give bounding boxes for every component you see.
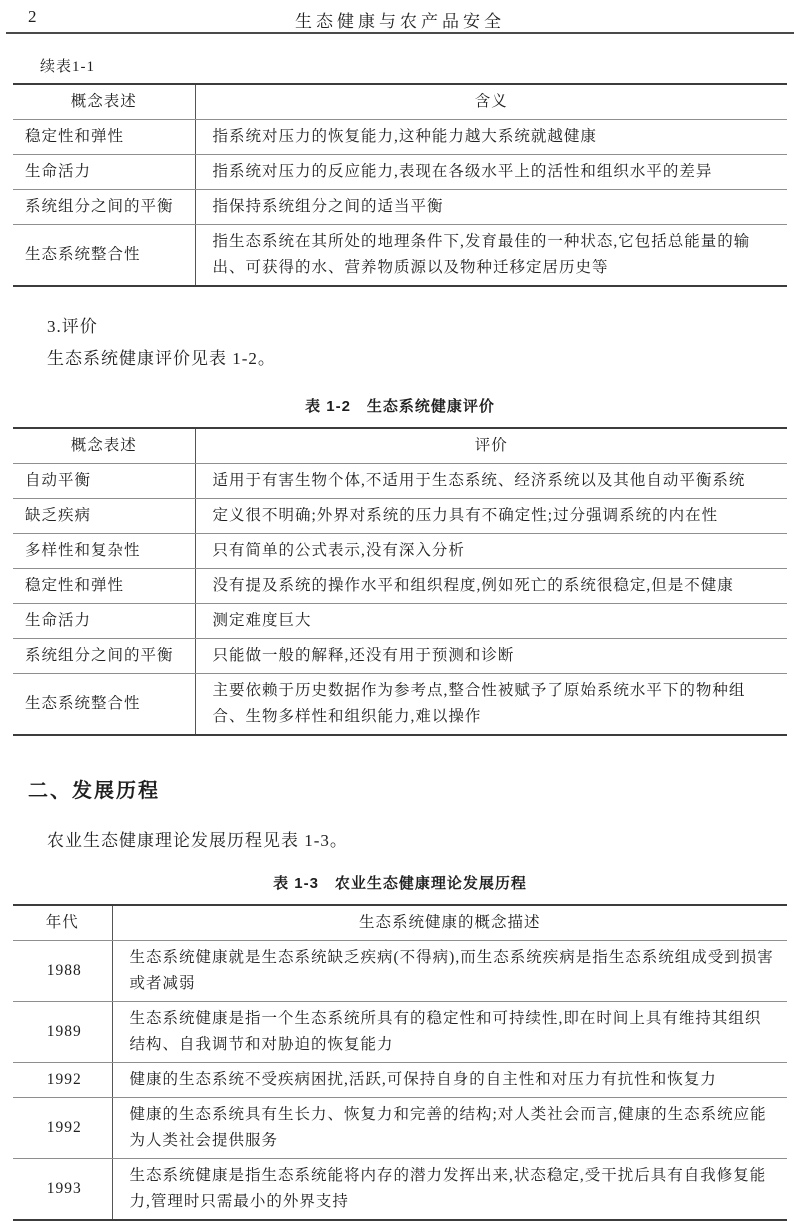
table-header-row — [13, 428, 787, 464]
running-head — [6, 0, 794, 34]
row-value-cell: 指系统对压力的恢复能力,这种能力越大系统就越健康 — [195, 120, 787, 155]
row-label-cell: 生态系统整合性 — [13, 225, 195, 287]
row-label-cell: 多样性和复杂性 — [13, 534, 195, 569]
table-row — [13, 155, 787, 190]
row-value-cell: 只有简单的公式表示,没有深入分析 — [195, 534, 787, 569]
column-header-year: 年代 — [13, 905, 112, 941]
table-row — [13, 1002, 787, 1063]
row-value-cell: 定义很不明确;外界对系统的压力具有不确定性;过分强调系统的内在性 — [195, 499, 787, 534]
row-label-cell: 生命活力 — [13, 604, 195, 639]
table-1-3-caption: 表 1-3 农业生态健康理论发展历程 — [273, 875, 527, 892]
row-label-cell: 自动平衡 — [13, 464, 195, 499]
table-row — [13, 569, 787, 604]
row-value-cell: 只能做一般的解释,还没有用于预测和诊断 — [195, 639, 787, 674]
table-row — [13, 499, 787, 534]
table-continuation-label: 续表1-1 — [40, 59, 95, 75]
column-header-meaning: 含义 — [195, 84, 787, 120]
table-row — [13, 225, 787, 287]
row-value-cell: 没有提及系统的操作水平和组织程度,例如死亡的系统很稳定,但是不健康 — [195, 569, 787, 604]
table-row — [13, 674, 787, 736]
table-continued-1-1 — [13, 83, 787, 287]
row-label-cell: 1993 — [13, 1159, 112, 1221]
row-value-cell: 生态系统健康是指生态系统能将内存的潜力发挥出来,状态稳定,受干扰后具有自我修复能力,管理时只需最小的外界支持 — [129, 1167, 767, 1210]
running-title: 生态健康与农产品安全 — [295, 12, 505, 31]
table-row — [13, 534, 787, 569]
table-header-row — [13, 905, 787, 941]
column-header-description: 生态系统健康的概念描述 — [112, 905, 787, 941]
row-label-cell: 稳定性和弹性 — [13, 569, 195, 604]
row-value-cell: 适用于有害生物个体,不适用于生态系统、经济系统以及其他自动平衡系统 — [195, 464, 787, 499]
row-value-cell: 生态系统健康就是生态系统缺乏疾病(不得病),而生态系统疾病是指生态系统组成受到损害或者减弱 — [112, 941, 787, 1002]
column-header-evaluation: 评价 — [195, 428, 787, 464]
table-row — [13, 1098, 787, 1159]
evaluation-paragraph: 生态系统健康评价见表 1-2。 — [47, 349, 276, 368]
page-number: 2 — [28, 7, 37, 26]
table-header-row — [13, 84, 787, 120]
row-label-cell: 系统组分之间的平衡 — [13, 639, 195, 674]
development-section-heading: 二、发展历程 — [28, 780, 160, 802]
row-label-cell: 生命活力 — [13, 155, 195, 190]
table-row — [13, 190, 787, 225]
row-value-cell: 指保持系统组分之间的适当平衡 — [195, 190, 787, 225]
table-row — [13, 604, 787, 639]
row-label-cell: 生态系统整合性 — [13, 674, 195, 736]
row-value-cell: 主要依赖于历史数据作为参考点,整合性被赋予了原始系统水平下的物种组合、生物多样性和组织能力,难以操作 — [212, 682, 746, 725]
row-value-cell: 健康的生态系统不受疾病困扰,活跃,可保持自身的自主性和对压力有抗性和恢复力 — [112, 1063, 787, 1098]
column-header-concept: 概念表述 — [13, 428, 195, 464]
table-row — [13, 464, 787, 499]
development-paragraph: 农业生态健康理论发展历程见表 1-3。 — [47, 831, 348, 850]
table-row — [13, 639, 787, 674]
row-label-cell: 1988 — [13, 941, 112, 1002]
row-value-cell: 生态系统健康是指一个生态系统所具有的稳定性和可持续性,即在时间上具有维持其组织结构、自我调节和对胁迫的恢复能力 — [112, 1002, 787, 1063]
row-label-cell: 缺乏疾病 — [13, 499, 195, 534]
row-value-cell: 健康的生态系统具有生长力、恢复力和完善的结构;对人类社会而言,健康的生态系统应能为人类社会提供服务 — [112, 1098, 787, 1159]
table-row — [13, 941, 787, 1002]
table-1-3 — [13, 904, 787, 1221]
row-label-cell: 系统组分之间的平衡 — [13, 190, 195, 225]
row-value-cell: 测定难度巨大 — [195, 604, 787, 639]
row-label-cell: 1989 — [13, 1002, 112, 1063]
row-label-cell: 1992 — [13, 1063, 112, 1098]
evaluation-subheading: 3.评价 — [47, 317, 98, 336]
column-header-concept: 概念表述 — [13, 84, 195, 120]
table-1-2 — [13, 427, 787, 736]
row-label-cell: 1992 — [13, 1098, 112, 1159]
table-row — [13, 1063, 787, 1098]
row-label-cell: 稳定性和弹性 — [13, 120, 195, 155]
row-value-cell: 指系统对压力的反应能力,表现在各级水平上的活性和组织水平的差异 — [195, 155, 787, 190]
table-row — [13, 1159, 787, 1221]
table-1-2-caption: 表 1-2 生态系统健康评价 — [305, 398, 495, 415]
row-value-cell: 指生态系统在其所处的地理条件下,发育最佳的一种状态,它包括总能量的输出、可获得的水、营养物质源以及物种迁移定居历史等 — [212, 233, 751, 276]
table-row — [13, 120, 787, 155]
